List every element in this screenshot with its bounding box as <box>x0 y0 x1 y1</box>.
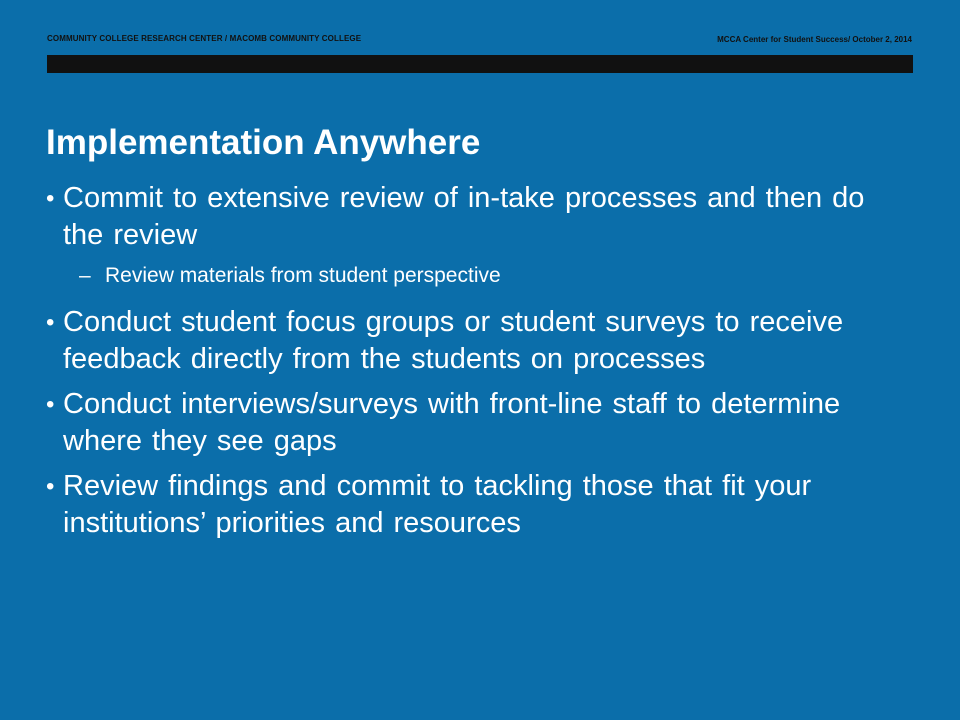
bullet-text: Commit to extensive review of in-take processes and then do the review <box>63 182 865 251</box>
header-event-text: MCCA Center for Student Success/ October 2, 2014 <box>717 35 912 44</box>
bullet-item-review <box>46 180 906 254</box>
dash-icon: – <box>79 264 91 287</box>
bullet-text: Conduct student focus groups or student surveys to receive feedback directly from the students on processes <box>63 306 844 375</box>
subbullet-item-materials <box>79 262 906 290</box>
bullet-item-interviews <box>46 386 906 460</box>
bullet-item-focus-groups <box>46 304 906 378</box>
bullet-icon: • <box>46 473 55 500</box>
bullet-text: Review findings and commit to tackling those that fit your institutions’ priorities and resources <box>63 470 812 539</box>
bullet-icon: • <box>46 185 55 212</box>
header-organization-text: COMMUNITY COLLEGE RESEARCH CENTER / MACOMB COMMUNITY COLLEGE <box>47 34 362 43</box>
bullet-icon: • <box>46 309 55 336</box>
subbullet-text: Review materials from student perspective <box>105 264 501 287</box>
bullet-icon: • <box>46 391 55 418</box>
header-bar <box>47 55 913 73</box>
bullet-item-findings <box>46 468 906 542</box>
slide-title: Implementation Anywhere <box>46 123 481 162</box>
bullet-list <box>46 180 906 550</box>
bullet-text: Conduct interviews/surveys with front-line staff to determine where they see gaps <box>63 388 841 457</box>
